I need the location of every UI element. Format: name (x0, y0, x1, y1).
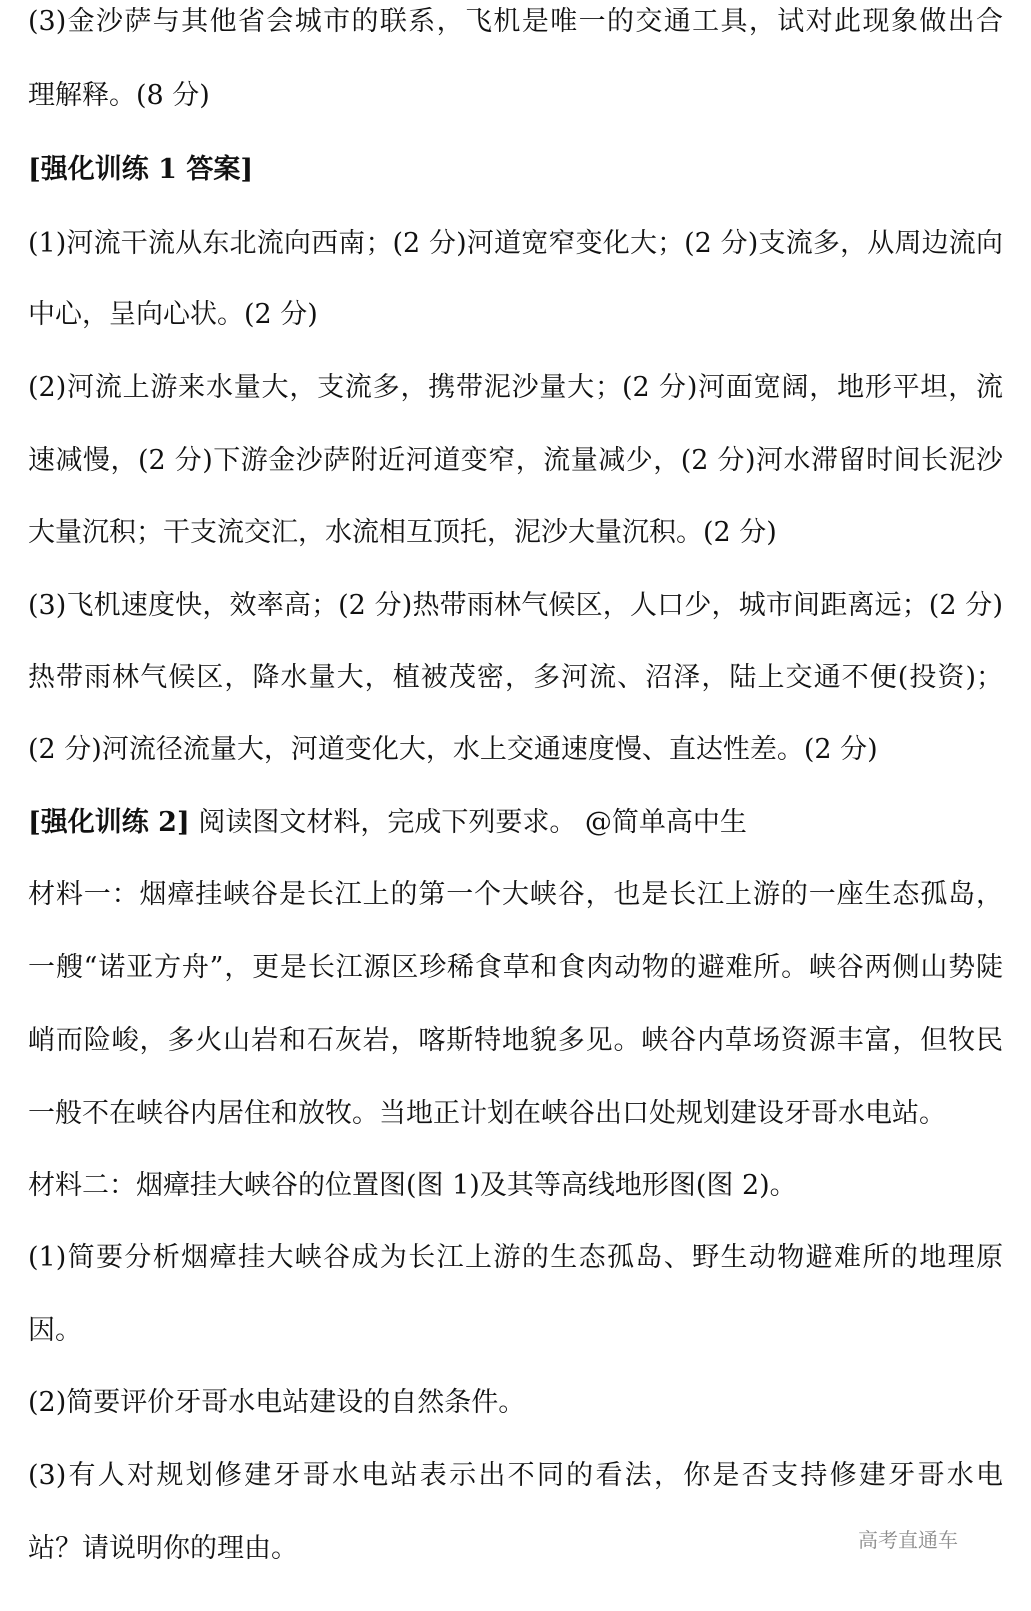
question-3-line-1: (3)金沙萨与其他省会城市的联系，飞机是唯一的交通工具，试对此现象做出合 (28, 6, 1003, 37)
material-2-line-1: 材料二：烟瘴挂大峡谷的位置图(图 1)及其等高线地形图(图 2)。 (28, 1170, 797, 1201)
question-2-1-line-2: 因。 (28, 1315, 82, 1346)
answer-heading: [强化训练 1 答案] (28, 154, 254, 185)
material-1-line-3: 峭而险峻，多火山岩和石灰岩，喀斯特地貌多见。峡谷内草场资源丰富，但牧民 (28, 1025, 1003, 1056)
question-2-1-line-1: (1)简要分析烟瘴挂大峡谷成为长江上游的生态孤岛、野生动物避难所的地理原 (28, 1242, 1003, 1273)
material-1-line-2: 一艘“诺亚方舟”，更是长江源区珍稀食草和食肉动物的避难所。峡谷两侧山势陡 (28, 952, 1003, 983)
question-2-3-line-2: 站？请说明你的理由。 (28, 1533, 298, 1564)
question-3-line-2: 理解释。(8 分) (28, 80, 210, 111)
question-2-2-line-1: (2)简要评价牙哥水电站建设的自然条件。 (28, 1387, 526, 1418)
answer-1-line-1: (1)河流干流从东北流向西南；(2 分)河道宽窄变化大；(2 分)支流多，从周边流向 (28, 228, 1003, 259)
training-2-label: [强化训练 2] (28, 807, 190, 838)
answer-2-line-1: (2)河流上游来水量大，支流多，携带泥沙量大；(2 分)河面宽阔，地形平坦，流 (28, 372, 1003, 403)
answer-1-line-2: 中心，呈向心状。(2 分) (28, 299, 318, 330)
training-2-line (28, 805, 1003, 841)
answer-3-line-2: 热带雨林气候区，降水量大，植被茂密，多河流、沼泽，陆上交通不便(投资)； (28, 662, 1003, 693)
question-2-3-line-1: (3)有人对规划修建牙哥水电站表示出不同的看法，你是否支持修建牙哥水电 (28, 1460, 1003, 1491)
training-2-text: 阅读图文材料，完成下列要求。 @简单高中生 (189, 807, 747, 838)
watermark-text: 高考直通车 (858, 1528, 958, 1552)
material-1-line-1: 材料一：烟瘴挂峡谷是长江上的第一个大峡谷，也是长江上游的一座生态孤岛， (28, 879, 1003, 910)
answer-3-line-3: (2 分)河流径流量大，河道变化大，水上交通速度慢、直达性差。(2 分) (28, 734, 878, 765)
answer-2-line-3: 大量沉积；干支流交汇，水流相互顶托，泥沙大量沉积。(2 分) (28, 517, 777, 548)
answer-2-line-2: 速减慢，(2 分)下游金沙萨附近河道变窄，流量减少，(2 分)河水滞留时间长泥沙 (28, 445, 1003, 476)
material-1-line-4: 一般不在峡谷内居住和放牧。当地正计划在峡谷出口处规划建设牙哥水电站。 (28, 1098, 946, 1129)
answer-3-line-1: (3)飞机速度快，效率高；(2 分)热带雨林气候区，人口少，城市间距离远；(2 分) (28, 590, 1003, 621)
